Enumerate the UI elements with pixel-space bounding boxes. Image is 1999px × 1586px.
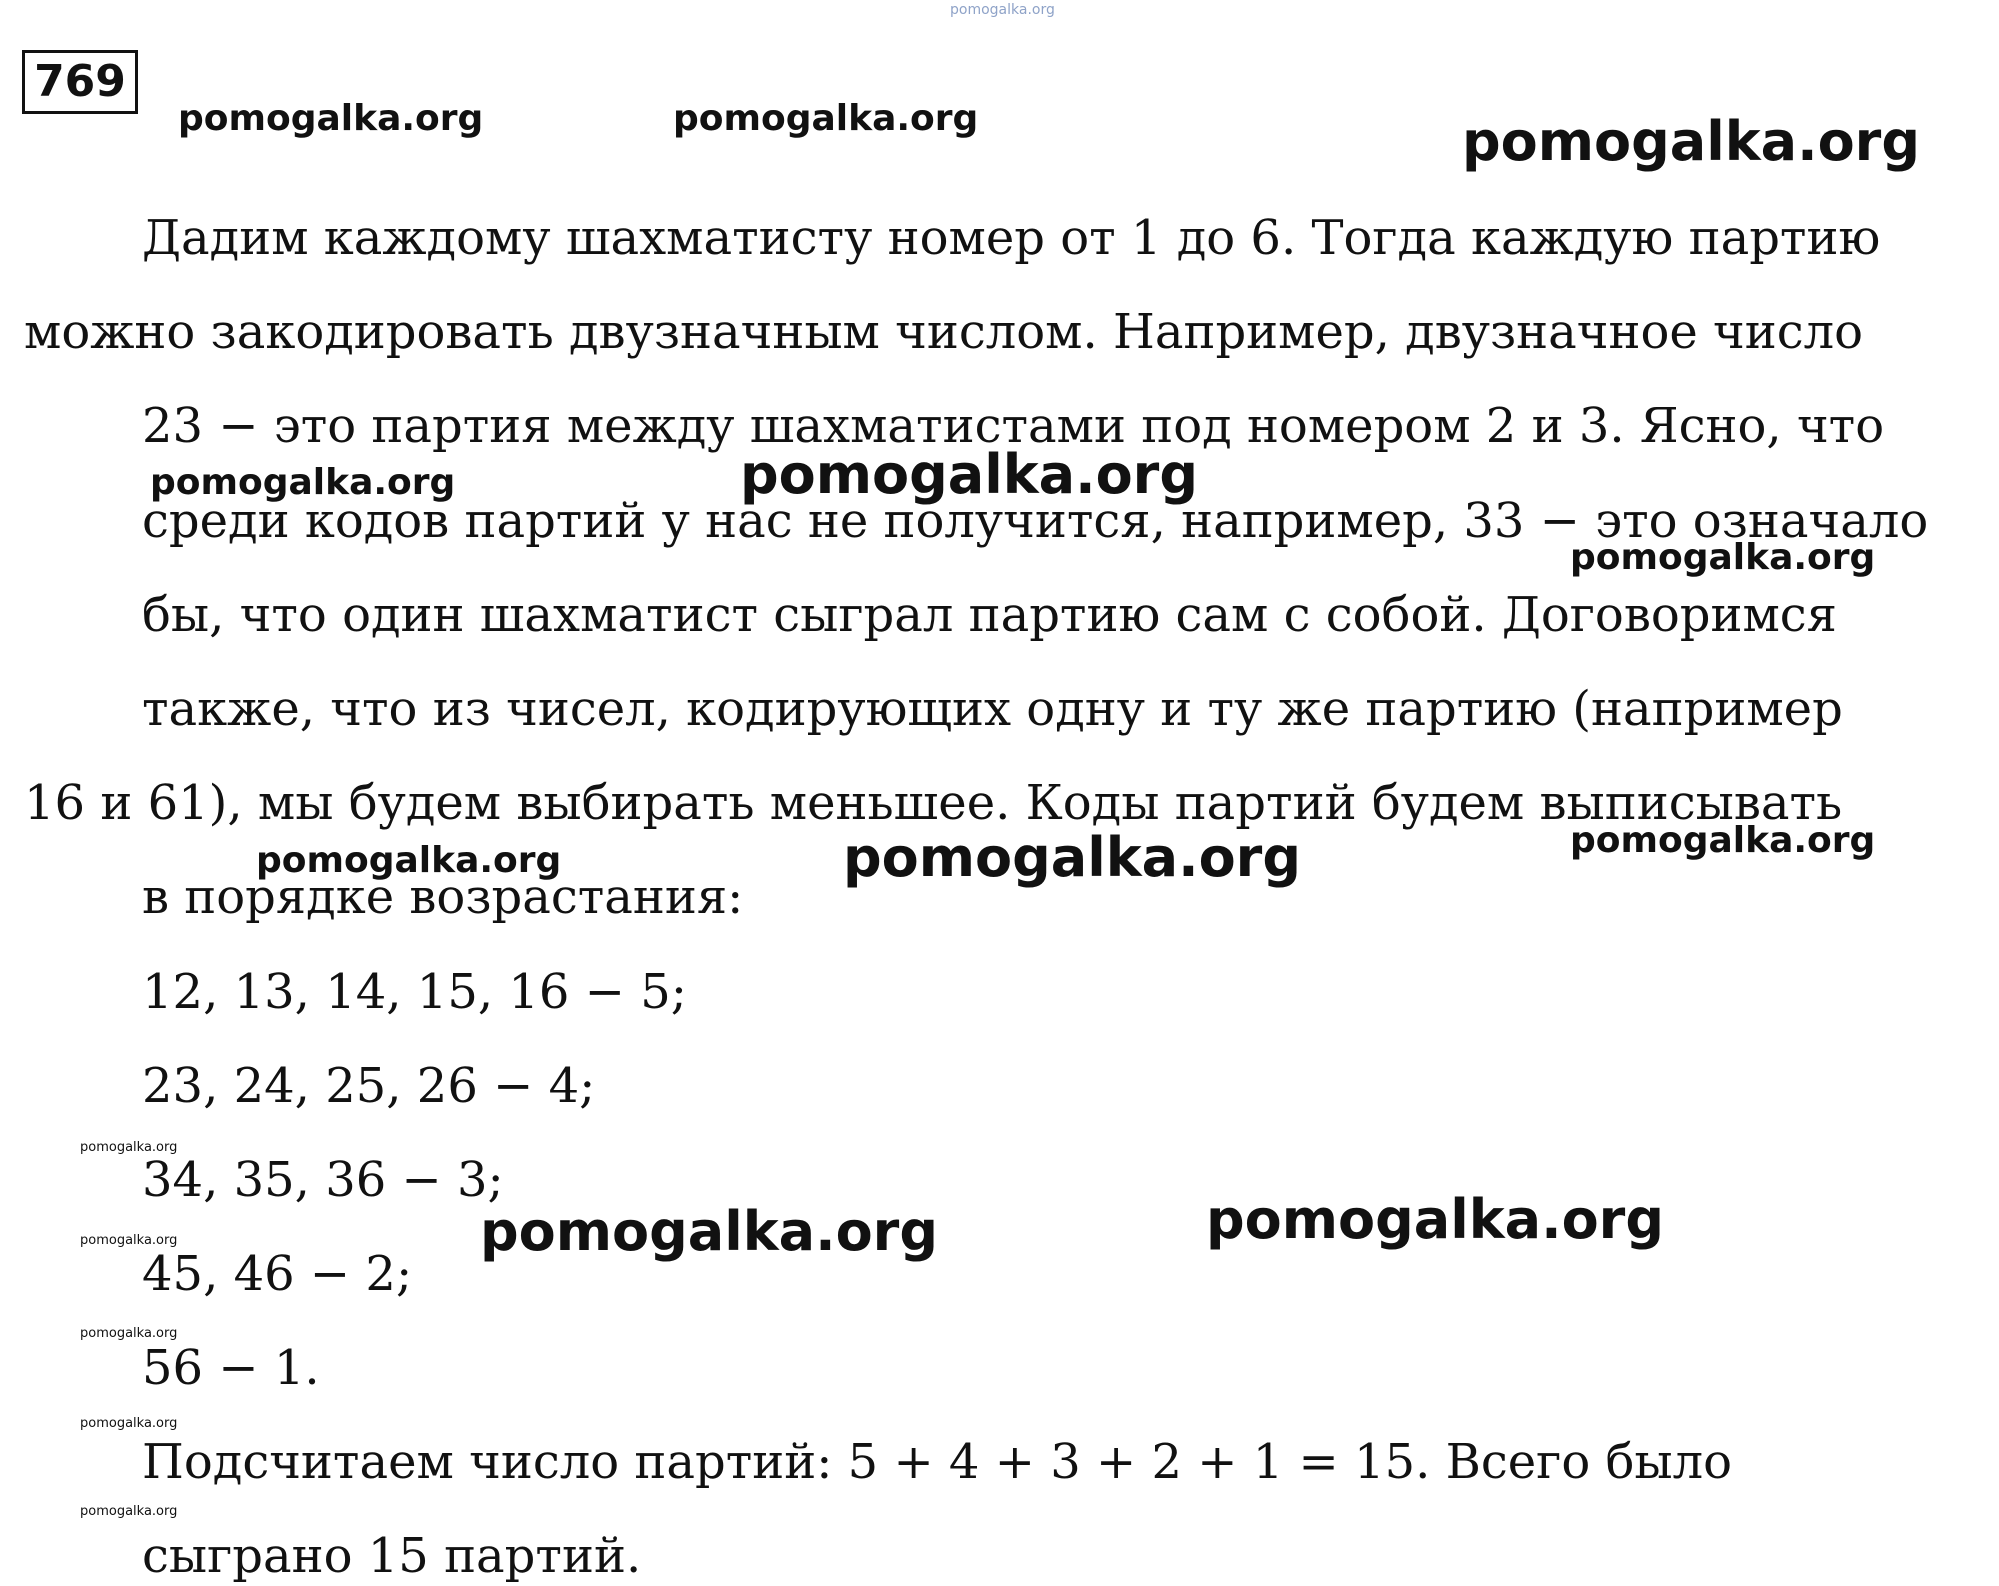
text-line: 23, 24, 25, 26 − 4;: [142, 1058, 596, 1114]
watermark: pomogalka.org: [256, 840, 562, 881]
text-line: сыграно 15 партий.: [142, 1528, 642, 1584]
text-line: 45, 46 − 2;: [142, 1246, 413, 1302]
text-line: 23 − это партия между шахматистами под номером 2 и 3. Ясно, что: [142, 398, 1885, 454]
text-line: в порядке возрастания:: [142, 869, 744, 925]
watermark: pomogalka.org: [80, 1326, 178, 1341]
watermark: pomogalka.org: [178, 98, 484, 139]
watermark-top: pomogalka.org: [950, 2, 1055, 18]
watermark: pomogalka.org: [80, 1416, 178, 1431]
watermark: pomogalka.org: [740, 443, 1198, 506]
text-line: бы, что один шахматист сыграл партию сам с собой. Договоримся: [142, 587, 1837, 643]
watermark: pomogalka.org: [1206, 1188, 1664, 1251]
text-line: 16 и 61), мы будем выбирать меньшее. Коды партий будем выписывать: [24, 775, 1843, 831]
text-line: также, что из чисел, кодирующих одну и ту же партию (например: [142, 681, 1843, 737]
watermark: pomogalka.org: [80, 1140, 178, 1155]
watermark: pomogalka.org: [1570, 537, 1876, 578]
text-line: Дадим каждому шахматисту номер от 1 до 6. Тогда каждую партию: [142, 210, 1881, 266]
text-line: можно закодировать двузначным числом. Например, двузначное число: [24, 304, 1864, 360]
watermark: pomogalka.org: [1462, 110, 1920, 173]
text-line: Подсчитаем число партий: 5 + 4 + 3 + 2 + 1 = 15. Всего было: [142, 1434, 1732, 1490]
text-line: 34, 35, 36 − 3;: [142, 1152, 504, 1208]
watermark: pomogalka.org: [80, 1504, 178, 1519]
watermark: pomogalka.org: [80, 1233, 178, 1248]
watermark: pomogalka.org: [843, 826, 1301, 889]
watermark: pomogalka.org: [480, 1200, 938, 1263]
watermark: pomogalka.org: [150, 462, 456, 503]
text-line: 12, 13, 14, 15, 16 − 5;: [142, 964, 687, 1020]
watermark: pomogalka.org: [673, 98, 979, 139]
problem-number: 769: [22, 50, 138, 114]
text-line: среди кодов партий у нас не получится, например, 33 − это означало: [142, 493, 1929, 549]
text-line: 56 − 1.: [142, 1340, 320, 1396]
watermark: pomogalka.org: [1570, 820, 1876, 861]
